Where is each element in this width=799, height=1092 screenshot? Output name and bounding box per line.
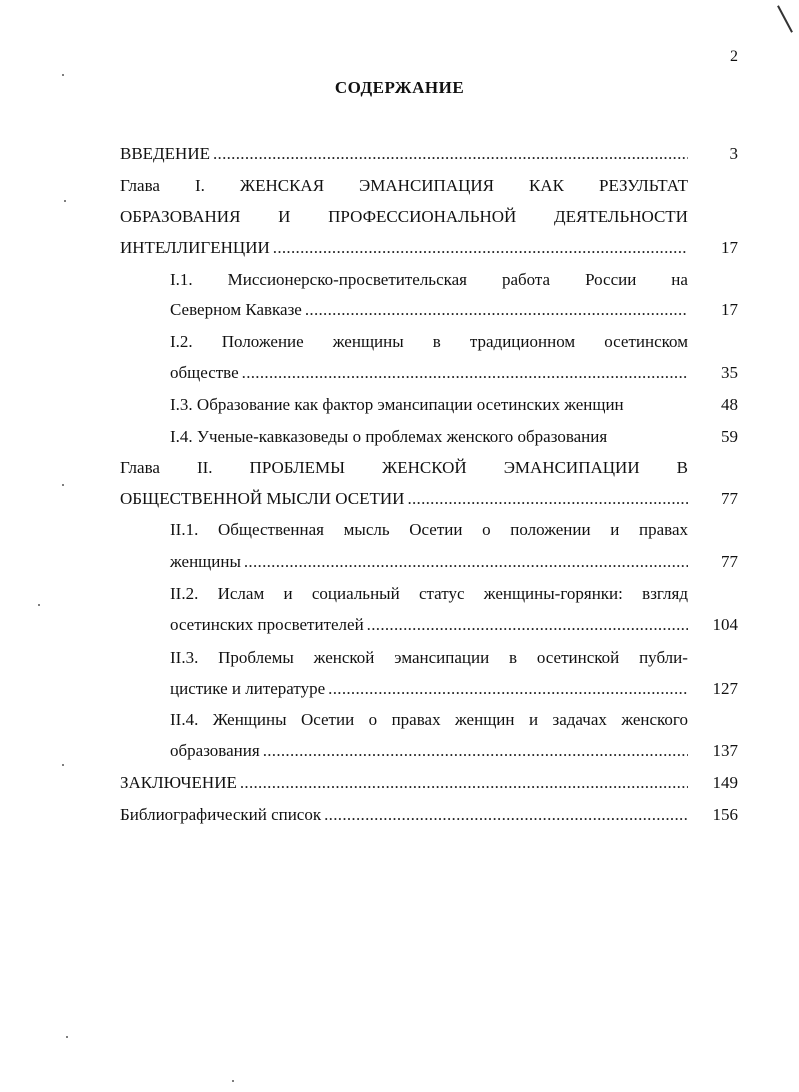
dot-leader bbox=[273, 234, 688, 262]
toc-word: мысль bbox=[343, 520, 390, 539]
toc-entry-line-final bbox=[170, 359, 688, 387]
toc-entry-line-final bbox=[170, 423, 688, 451]
toc-word: осетинской bbox=[536, 648, 620, 667]
toc-entry-line bbox=[120, 454, 688, 482]
toc-word: женского bbox=[621, 710, 688, 729]
toc-page-number: 137 bbox=[712, 741, 738, 760]
toc-page-number: 48 bbox=[721, 395, 738, 414]
toc-entry-line-final bbox=[120, 140, 688, 168]
toc-word: II.1. bbox=[170, 520, 199, 539]
toc-word: в bbox=[509, 648, 518, 667]
toc-word: женщины bbox=[332, 332, 404, 351]
toc-word: КАК bbox=[529, 176, 564, 195]
toc-entry-line bbox=[170, 644, 688, 672]
toc-word: ПРОБЛЕМЫ bbox=[249, 458, 345, 477]
scan-speck bbox=[62, 484, 64, 486]
dot-leader bbox=[328, 675, 688, 703]
toc-word: РЕЗУЛЬТАТ bbox=[598, 176, 688, 195]
toc-entry-line bbox=[170, 516, 688, 544]
toc-word: Глава bbox=[120, 458, 160, 477]
toc-entry-text: Библиографический список bbox=[120, 805, 322, 824]
toc-word: Осетии bbox=[300, 710, 355, 729]
toc-entry-text: I.3. Образование как фактор эмансипации осетинских женщин bbox=[170, 395, 624, 414]
toc-page-number: 35 bbox=[721, 363, 738, 382]
toc-word: Женщины bbox=[212, 710, 287, 729]
dot-leader bbox=[240, 769, 688, 797]
toc-entry-text: ВВЕДЕНИЕ bbox=[120, 144, 210, 163]
toc-entry-text: ОБЩЕСТВЕННОЙ МЫСЛИ ОСЕТИИ bbox=[120, 489, 405, 508]
toc-word: ЖЕНСКОЙ bbox=[381, 458, 467, 477]
toc-word: I.2. bbox=[170, 332, 193, 351]
toc-word: II. bbox=[196, 458, 213, 477]
toc-page-number: 17 bbox=[721, 300, 738, 319]
toc-entry-line-final bbox=[170, 548, 688, 576]
toc-word: традиционном bbox=[469, 332, 576, 351]
toc-word: работа bbox=[501, 270, 551, 289]
toc-entry-text: ИНТЕЛЛИГЕНЦИИ bbox=[120, 238, 270, 257]
toc-word: ЭМАНСИПАЦИИ bbox=[503, 458, 640, 477]
toc-entry-text: обществе bbox=[170, 363, 239, 382]
toc-entry-line bbox=[170, 328, 688, 356]
toc-word: социальный bbox=[311, 584, 400, 603]
toc-word: правах bbox=[391, 710, 441, 729]
toc-word: ОБРАЗОВАНИЯ bbox=[120, 207, 241, 226]
toc-word: эмансипации bbox=[394, 648, 490, 667]
toc-entry-text: цистике и литературе bbox=[170, 679, 326, 698]
toc-word: на bbox=[671, 270, 688, 289]
toc-word: женской bbox=[313, 648, 375, 667]
dot-leader bbox=[305, 296, 688, 324]
toc-word: женщины-горянки: bbox=[483, 584, 623, 603]
toc-entry-line-final bbox=[120, 234, 688, 262]
scan-artifact-mark bbox=[777, 5, 793, 32]
toc-word: Проблемы bbox=[218, 648, 294, 667]
toc-word: И bbox=[278, 207, 291, 226]
scan-speck bbox=[62, 74, 64, 76]
toc-entry-text: образования bbox=[170, 741, 260, 760]
dot-leader bbox=[263, 737, 688, 765]
toc-word: России bbox=[585, 270, 637, 289]
toc-word: ПРОФЕССИОНАЛЬНОЙ bbox=[328, 207, 517, 226]
toc-word: взгляд bbox=[642, 584, 688, 603]
toc-word: ЭМАНСИПАЦИЯ bbox=[359, 176, 495, 195]
dot-leader bbox=[324, 801, 688, 829]
toc-entry-line-final bbox=[170, 296, 688, 324]
toc-page-number: 127 bbox=[712, 679, 738, 698]
toc-entry-text: ЗАКЛЮЧЕНИЕ bbox=[120, 773, 237, 792]
toc-entry-text: осетинских просветителей bbox=[170, 615, 364, 634]
toc-word: и bbox=[283, 584, 293, 603]
toc-word: Миссионерско-просветительская bbox=[227, 270, 467, 289]
toc-entry-line bbox=[120, 172, 688, 200]
dot-leader bbox=[244, 548, 688, 576]
toc-word: II.2. bbox=[170, 584, 199, 603]
toc-word: положении bbox=[510, 520, 591, 539]
toc-title: СОДЕРЖАНИЕ bbox=[334, 78, 465, 97]
toc-word: Глава bbox=[120, 176, 160, 195]
toc-entry-line-final bbox=[120, 485, 688, 513]
toc-entry-line-final bbox=[170, 391, 688, 419]
dot-leader bbox=[367, 611, 688, 639]
dot-leader bbox=[242, 359, 688, 387]
toc-page-number: 59 bbox=[721, 427, 738, 446]
toc-entry-text: Северном Кавказе bbox=[170, 300, 302, 319]
dot-leader bbox=[407, 485, 688, 513]
toc-page-number: 17 bbox=[721, 238, 738, 257]
toc-page-number: 104 bbox=[712, 615, 738, 634]
toc-word: и bbox=[528, 710, 539, 729]
toc-page-number: 77 bbox=[721, 552, 738, 571]
toc-entry-text: женщины bbox=[170, 552, 241, 571]
toc-entry-line-final bbox=[120, 801, 688, 829]
toc-word: о bbox=[482, 520, 491, 539]
toc-word: публи- bbox=[639, 648, 688, 667]
toc-entry-line bbox=[170, 706, 688, 734]
toc-word: в bbox=[432, 332, 441, 351]
toc-word: ЖЕНСКАЯ bbox=[239, 176, 325, 195]
dot-leader bbox=[213, 140, 688, 168]
toc-word: Положение bbox=[221, 332, 304, 351]
toc-entry-text: I.4. Ученые-кавказоведы о проблемах женского образования bbox=[170, 427, 608, 446]
toc-word: статус bbox=[418, 584, 465, 603]
toc-entry-line bbox=[170, 580, 688, 608]
toc-word: I. bbox=[194, 176, 205, 195]
toc-word: осетинском bbox=[604, 332, 688, 351]
toc-entry-line bbox=[120, 203, 688, 231]
scan-speck bbox=[66, 1036, 68, 1038]
toc-word: женщин bbox=[455, 710, 515, 729]
toc-word: Осетии bbox=[409, 520, 463, 539]
toc-word: Общественная bbox=[217, 520, 324, 539]
toc-word: задачах bbox=[552, 710, 607, 729]
toc-entry-line-final bbox=[170, 675, 688, 703]
toc-entry-line-final bbox=[170, 611, 688, 639]
toc-word: I.1. bbox=[170, 270, 193, 289]
scan-speck bbox=[38, 604, 40, 606]
toc-entry-line bbox=[170, 266, 688, 294]
scan-speck bbox=[62, 764, 64, 766]
toc-word: о bbox=[368, 710, 378, 729]
toc-word: Ислам bbox=[217, 584, 265, 603]
toc-word: II.3. bbox=[170, 648, 199, 667]
scan-speck bbox=[64, 200, 66, 202]
toc-page-number: 3 bbox=[729, 144, 738, 163]
toc-page-number: 156 bbox=[712, 805, 738, 824]
toc-page-number: 149 bbox=[712, 773, 738, 792]
toc-page-number: 77 bbox=[721, 489, 738, 508]
toc-word: II.4. bbox=[170, 710, 199, 729]
scan-speck bbox=[232, 1080, 234, 1082]
toc-entry-line-final bbox=[120, 769, 688, 797]
toc-word: и bbox=[610, 520, 620, 539]
toc-word: В bbox=[676, 458, 688, 477]
toc-word: правах bbox=[639, 520, 688, 539]
page-number: 2 bbox=[730, 48, 738, 65]
toc-word: ДЕЯТЕЛЬНОСТИ bbox=[554, 207, 688, 226]
toc-entry-line-final bbox=[170, 737, 688, 765]
